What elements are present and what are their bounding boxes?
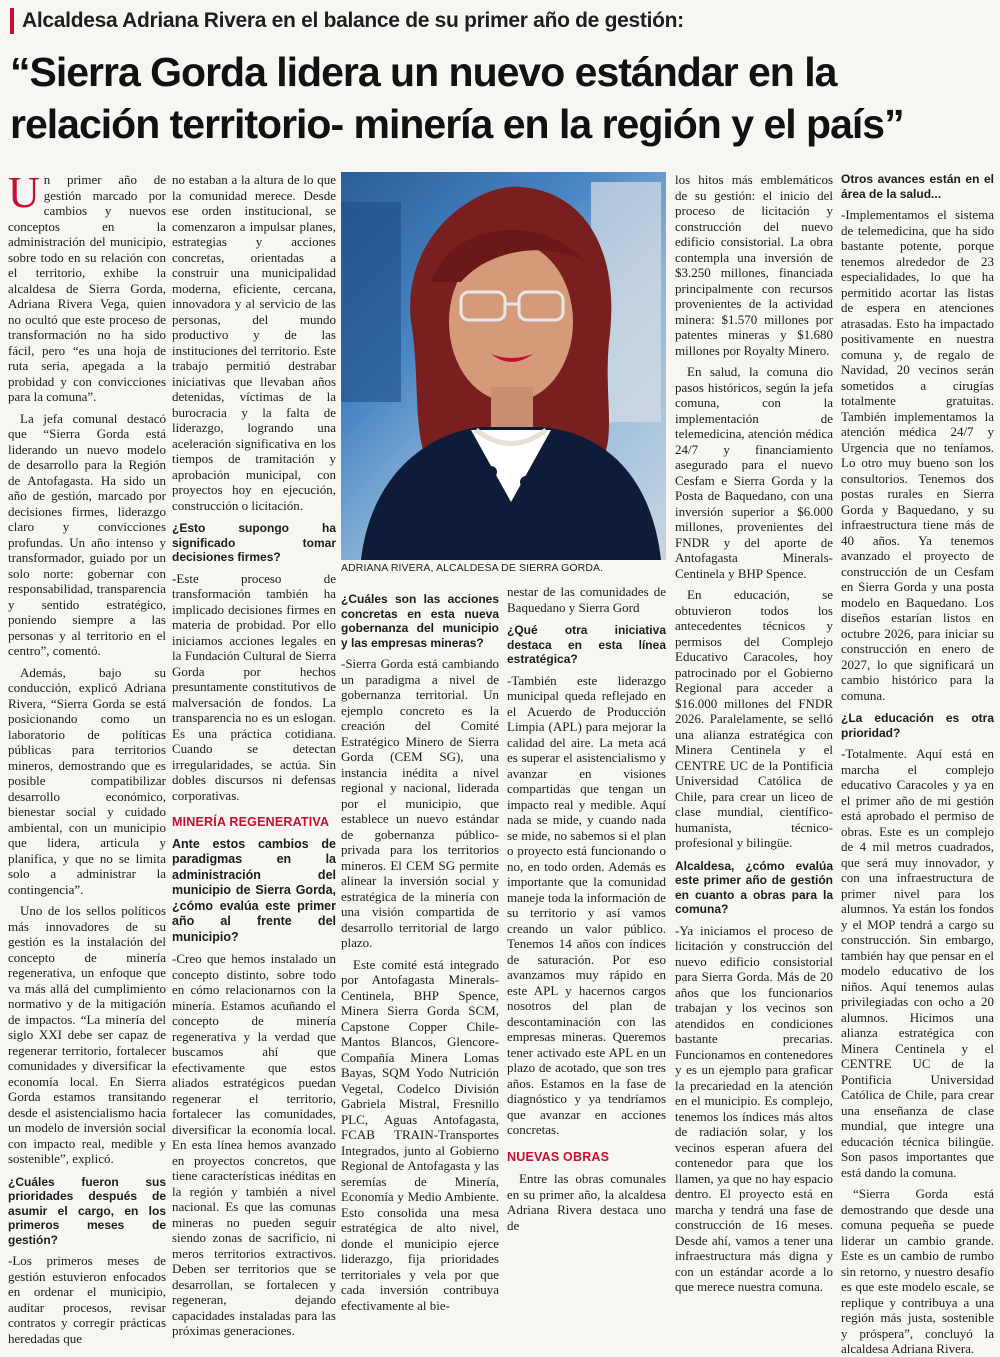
article-column-3 [341,584,499,1313]
interview-answer: -Los primeros meses de gestión estuvieron enfocados en ordenar el municipio, auditar procesos, revisar contratos y corregir prácticas heredadas que [8,1253,166,1346]
paragraph: Este comité está integrado por Antofagasta Minerals-Centinela, BHP Spence, Minera Sierra Gorda SCM, Capstone Copper Chile-Mantos Blancos, Glencore-Compañía Minera Lomas Bayas, SQM Yodo Nutrición Vegetal, Codelco División Gabriela Mistral, Fresnillo PLC, Aguas Antofagasta, FCAB TRAIN-Transportes Integrados, junto al Gobierno Regional de Antofagasta y las seremías de Minería, Economía y Medio Ambiente. Esto consolida una mesa estratégica de alto nivel, donde el municipio ejerce liderazgo, fija prioridades territoriales y vela por que cada inversión contribuya efectivamente al bie- [341,956,499,1313]
paragraph: Uno de los sellos políticos más innovadores de su gestión es la instalación del concepto de minería regenerativa, un enfoque que va más allá del cumplimiento normativo y de la mitigación de impactos. “La minería del siglo XXI debe ser capaz de regenerar territorio, fortalecer comunidades y diversificar la economía local. En Sierra Gorda estamos transitando desde el asistencialismo hacia un modelo de inversión social con impacto real, medible y sostenible”, explicó. [8,903,166,1166]
article-column-4 [507,584,666,1233]
interview-question: ¿Qué otra iniciativa destaca en esta línea estratégica? [507,623,666,666]
interview-question: ¿Esto supongo ha significado tomar decisiones firmes? [172,521,336,564]
interview-question: Alcaldesa, ¿cómo evalúa este primer año de gestión en cuanto a obras para la comuna? [675,858,833,916]
interview-answer: -Totalmente. Aquí está en marcha el complejo educativo Caracoles y ya en el primer año de mi gestión está aprobado el permiso de obras. Este es un complejo de 4 mil metros cuadrados, que será muy innovador, y con una infraestructura de primer nivel para los alumnos. Ya están los fondos y el MOP tendrá a cargo su construcción. Sin embargo, también hay que pensar en el modelo educativo de los niños. Aquí tenemos aulas privilegiadas con ocho a 20 alumnos. Hicimos una alianza estratégica con Minera Centinela y el CENTRE UC de la Pontificia Universidad Católica de Chile, para crear una enseñanza de clase mundial, que integre una educación técnica bilingüe. Son pasos importantes que está dando la comuna. [841,746,994,1180]
interview-question: Otros avances están en el área de la salud... [841,172,994,201]
lead-text: n primer año de gestión marcado por cambios y nuevos conceptos en la administración del municipio, sobre todo en su relación con el territorio, exhibe la alcaldesa de Sierra Gorda, Adriana Rivera Vega, quien no ocultó que este proceso de transformación no ha sido fácil, pero “es una hoja de ruta seria, apegada a la probidad y con convicciones para la comuna”. [8,172,166,404]
headline [10,46,995,150]
section-heading: NUEVAS OBRAS [507,1149,610,1164]
interview-answer: -También este liderazgo municipal queda reflejado en el Acuerdo de Producción Limpia (APL) para mejorar la calidad del aire. La meta acá es superar el asistencialismo y avanzar en visiones compartidas que tengan un impacto real y medible. Aquí nada se mide, y cuando nada se mide, no sabemos si el plan o proyecto está funcionando o no, en todo orden. Además es importante que la comunidad maneje toda la información de su territorio y así vamos creando un valor público. Tenemos 14 años con índices de saturación. Por eso avanzamos muy rápido en este APL y hacernos cargos nosotros del plan de descontaminación con las empresas mineras. Queremos tener activado este APL en un plazo de acotado, que son tres años. Estamos en la fase de diagnóstico y ya tendríamos que avanzar en acciones concretas. [507,672,666,1137]
article-column-5 [675,172,833,1294]
closing-quote: “Sierra Gorda está demostrando que desde una comuna pequeña se puede liderar un cambio grande. Este es un cambio de rumbo sin retorno, y nuestro desafío es que este modelo escale, se replique y contribuya a una región más justa, sostenible y próspera”, concluyó la alcaldesa Adriana Rivera. [841,1186,994,1356]
interview-answer: -Sierra Gorda está cambiando un paradigma a nivel de gobernanza territorial. Un ejemplo concreto es la creación del Comité Estratégico Minero de Sierra Gorda (CEM SG), una instancia inédita a nivel regional y nacional, liderada por el municipio, que establece un nuevo estándar de gobernanza público-privada para los territorios mineros. El CEM SG permite alinear la inversión social y estratégica de la minería con una visión compartida de desarrollo territorial de largo plazo. [341,656,499,950]
paragraph: los hitos más emblemáticos de su gestión: el inicio del proceso de licitación y construcción del nuevo edificio consistorial. La obra contempla una inversión de $3.250 millones, financiada principalmente con recursos provenientes de la actividad minera: $1.570 millones por patentes mineras y $1.680 millones por Royalty Minero. [675,172,833,358]
interview-answer: -Creo que hemos instalado un concepto distinto, sobre todo en cómo relacionarnos con la minería. Estamos acuñando el concepto de minería regenerativa y la verdad que buscamos ahí que efectivamente que estos aliados estratégicos puedan regenerar el territorio, fortalecer las comunidades, diversificar la economía local. En esta línea hemos avanzado en proyectos concretos, que tiene características inéditas en la región y también a nivel nacional. Es que las comunas mineras no pueden seguir siendo zonas de sacrificio, ni meros territorios extractivos. Deben ser territorios que se desarrollan, se fortalecen y regeneran, dejando capacidades instaladas para las próximas generaciones. [172,951,336,1338]
interview-answer: -Implementamos el sistema de telemedicina, que ha sido bastante potente, porque tenemos alrededor de 23 especialidades, lo que ha permitido acortar las listas de espera en atenciones atrasadas. Esto ha impactado positivamente en nuestra comuna y, de regalo de Navidad, 20 vecinos serán sometidos a cirugías totalmente gratuitas. También implementamos la atención médica 24/7 y Urgencia que no teníamos. Lo otro muy bueno son los consultorios. Tenemos dos postas rurales en Sierra Gorda y Baquedano, y su infraestructura tiene más de 40 años. Ya tenemos avanzado el proyecto de construcción de un Cesfam en Sierra Gorda y una posta modelo en Baquedano. Los diseños estarían listos en octubre 2026, para iniciar su construcción en enero de 2027, lo que significará un cambio histórico para la comuna. [841,207,994,703]
paragraph: Entre las obras comunales en su primer año, la alcaldesa Adriana Rivera destaca uno de [507,1171,666,1233]
paragraph: La jefa comunal destacó que “Sierra Gorda está liderando un nuevo modelo de desarrollo para la Región de Antofagasta. Ha sido un año de gestión, marcado por decisiones firmes, liderazgo claro y convicciones profundas. Un año intenso y transformador, guiado por un solo norte: gobernar con responsabilidad, transparencia y sentido estratégico, poniendo siempre a las personas y al territorio en el centro”, comentó. [8,410,166,658]
article-column-2 [172,172,336,1338]
paragraph: Además, bajo su conducción, explicó Adriana Rivera, “Sierra Gorda se está posicionando como un laboratorio de políticas públicas para territorios mineros, demostrando que es posible compatibilizar desarrollo económico, bienestar social y cuidado ambiental, con un municipio que lidera, articula y planifica, y que no se limita solo a administrar la contingencia”. [8,664,166,897]
kicker [10,6,684,36]
paragraph: En salud, la comuna dio pasos históricos, según la jefa comuna, con la implementación de telemedicina, atención médica 24/7 y financiamiento asegurado para el nuevo Cesfam e Sierra Gorda y la Posta de Baquedano, con una inversión superior a $6.000 millones, provenientes del FNDR y del aporte de Antofagasta Minerals-Centinela y BHP Spence. [675,364,833,581]
interview-question: ¿La educación es otra prioridad? [841,711,994,740]
headline-line-1: “Sierra Gorda lidera un nuevo estándar en la [10,49,837,95]
interview-question: Ante estos cambios de paradigmas en la administración del municipio de Sierra Gorda, ¿cómo evalúa este primer año al frente del municipio? [172,836,336,944]
paragraph: no estaban a la altura de lo que la comunidad merece. Desde ese orden institucional, se comenzaron a impulsar planes, estrategias y acciones concretas, orientadas a construir una municipalidad moderna, eficiente, cercana, innovadora y al servicio de las personas, del mundo productivo y de las instituciones del territorio. Este trabajo permitió destrabar iniciativas que llevaban años detenidas, víctimas de la burocracia y la falta de liderazgo, logrando una aceleración significativa en los tiempos de tramitación y aprobación municipal, con proyectos hoy en ejecución, construcción o licitación. [172,172,336,513]
photo-caption: ADRIANA RIVERA, ALCALDESA DE SIERRA GORDA. [341,562,604,574]
interview-answer: -Este proceso de transformación también ha implicado decisiones firmes en materia de probidad. Por ello iniciamos acciones legales en la Fundación Cultural de Sierra Gorda por hechos presuntamente constitutivos de malversación de fondos. La transparencia no es un eslogan. Es una práctica cotidiana. Cuando se detectan irregularidades, se actúa. Sin dobles discursos ni defensas corporativas. [172,570,336,803]
article-column-6 [841,172,994,1356]
headline-line-2: relación territorio- minería en la región y el país” [10,101,904,147]
kicker-text: Alcaldesa Adriana Rivera en el balance de su primer año de gestión: [22,9,684,32]
paragraph: En educación, se obtuvieron todos los antecedentes técnicos y permisos del Complejo Educativo Caracoles, hoy patrocinado por el Gobierno Regional para acceder a $16.000 millones del FNDR 2026. Paralelamente, se selló una alianza estratégica con Minera Centinela y el CENTRE UC de la Pontificia Universidad Católica de Chile, para crear un liceo de clase mundial, científico-humanista, técnico-profesional y bilingüe. [675,587,833,850]
lead-paragraph [8,168,166,405]
paragraph: nestar de las comunidades de Baquedano y Sierra Gord [507,584,666,615]
portrait-illustration [341,172,666,560]
kicker-accent-bar [10,8,14,34]
interview-question: ¿Cuáles fueron sus prioridades después de asumir el cargo, en los primeros meses de gestión? [8,1174,166,1247]
interview-answer: -Ya iniciamos el proceso de licitación y construcción del nuevo edificio consistorial para Sierra Gorda. Más de 20 años que los funcionarios trabajan y los vecinos son atendidos en condiciones bastante precarias. Funcionamos en contenedores y es un ejemplo para graficar la precariedad en la atención en el municipio. Es complejo, tenemos los índices más altos de radiación solar, y los vecinos esperan afuera del contenedor para que los llamen, ya que no hay espacio dentro. El proyecto está en marcha y tendrá una fase de construcción de 16 meses. Desde ahí, vamos a tener una infraestructura más digna y con un estándar acorde a lo que merece nuestra comuna. [675,922,833,1294]
interview-question: ¿Cuáles son las acciones concretas en esta nueva gobernanza del municipio y las empresas mineras? [341,592,499,650]
portrait-photo [341,172,666,560]
section-heading: MINERÍA REGENERATIVA [172,815,330,829]
drop-cap: U [8,168,40,217]
article-column-1 [8,168,166,1346]
